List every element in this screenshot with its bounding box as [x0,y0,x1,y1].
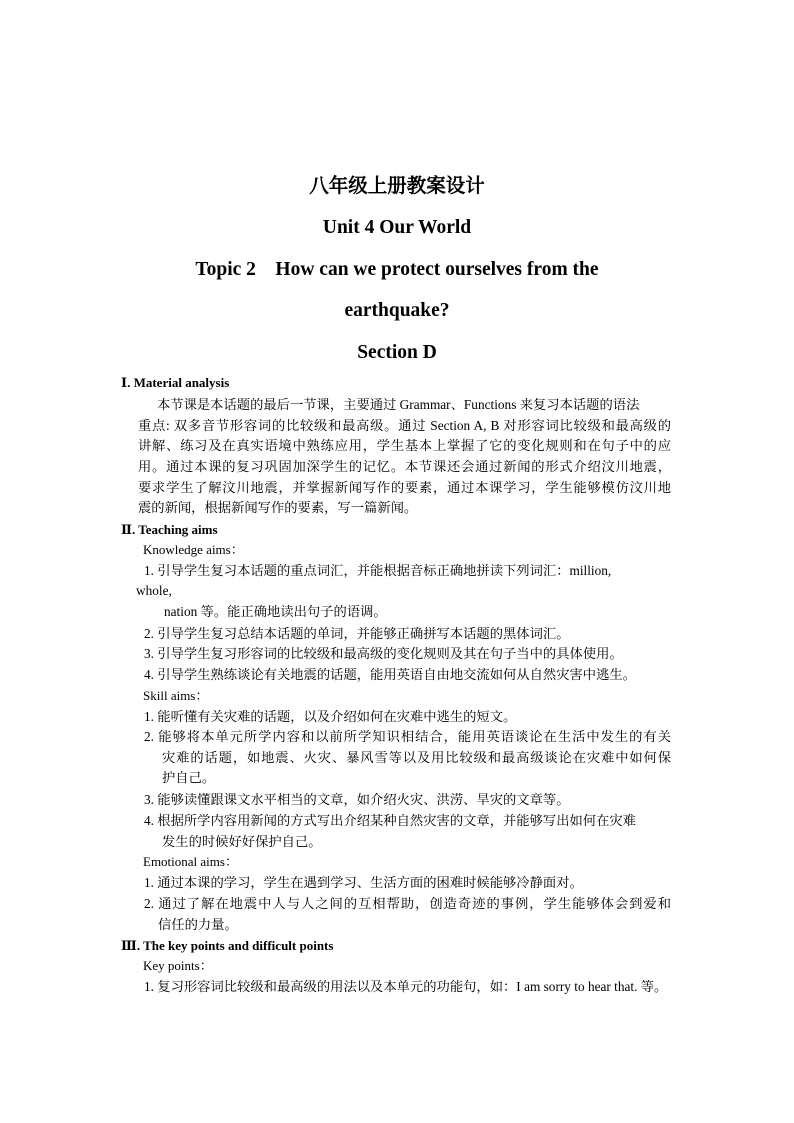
material-paragraph-line: 要求学生了解汶川地震，并掌握新闻写作的要素，通过本课学习，学生能够模仿汶川地 [138,480,671,495]
material-paragraph-line: 重点: 双多音节形容词的比较级和最高级。通过 Section A, B 对形容词比较级和最高级的 [138,418,671,433]
material-analysis-heading: Ⅰ. Material analysis [121,375,230,390]
emotional-aim-item: 1. 通过本课的学习，学生在遇到学习、生活方面的困难时候能够冷静面对。 [144,875,583,890]
topic-title-line2: earthquake? [344,300,450,321]
emotional-aim-item: 2. 通过了解在地震中人与人之间的互相帮助，创造奇迹的事例，学生能够体会到爱和 [144,896,671,911]
knowledge-aim-item: whole, [136,583,172,598]
knowledge-aim-item: nation 等。能正确地读出句子的语调。 [164,604,387,619]
skill-aim-item: 护自己。 [162,770,216,785]
unit-title: Unit 4 Our World [322,217,472,238]
skill-aim-item: 1. 能听懂有关灾难的话题，以及介绍如何在灾难中逃生的短文。 [144,709,517,724]
material-paragraph-line: 震的新闻，根据新闻写作的要素，写一篇新闻。 [138,500,418,515]
key-point-item: 1. 复习形容词比较级和最高级的用法以及本单元的功能句，如：I am sorry to hear that. 等。 [144,979,668,994]
knowledge-aim-item: 4. 引导学生熟练谈论有关地震的话题，能用英语自由地交流如何从自然灾害中逃生。 [144,667,636,682]
skill-aims-label: Skill aims： [143,688,209,703]
material-paragraph-line: 本节课是本话题的最后一节课，主要通过 Grammar、Functions 来复习本话题的语法 [157,397,640,412]
emotional-aim-item: 信任的力量。 [158,917,238,932]
skill-aim-item: 2. 能够将本单元所学内容和以前所学知识相结合，能用英语谈论在生活中发生的有关 [144,729,671,744]
knowledge-aim-item: 1. 引导学生复习本话题的重点词汇，并能根据音标正确地拼读下列词汇：million, [144,563,612,578]
document-title: 八年级上册教案设计 [309,176,485,197]
knowledge-aims-label: Knowledge aims： [143,542,244,557]
key-points-label: Key points： [143,958,213,973]
key-points-heading: Ⅲ. The key points and difficult points [121,938,334,953]
skill-aim-item: 发生的时候好好保护自己。 [162,834,322,849]
skill-aim-item: 4. 根据所学内容用新闻的方式写出介绍某种自然灾害的文章，并能够写出如何在灾难 [144,813,636,828]
skill-aim-item: 3. 能够读懂跟课文水平相当的文章，如介绍火灾、洪涝、旱灾的文章等。 [144,792,570,807]
topic-title-line1: Topic 2 How can we protect ourselves from the [195,259,599,280]
knowledge-aim-item: 3. 引导学生复习形容词的比较级和最高级的变化规则及其在句子当中的具体使用。 [144,646,623,661]
teaching-aims-heading: Ⅱ. Teaching aims [121,522,218,537]
material-paragraph-line: 讲解、练习及在真实语境中熟练应用，学生基本上掌握了它的变化规则和在句子中的应 [138,438,671,453]
emotional-aims-label: Emotional aims： [143,854,238,869]
material-paragraph-line: 用。通过本课的复习巩固加深学生的记忆。本节课还会通过新闻的形式介绍汶川地震， [138,459,671,474]
section-title: Section D [357,342,437,363]
knowledge-aim-item: 2. 引导学生复习总结本话题的单词，并能够正确拼写本话题的黑体词汇。 [144,626,570,641]
skill-aim-item: 灾难的话题，如地震、火灾、暴风雪等以及用比较级和最高级谈论在灾难中如何保 [162,750,671,765]
